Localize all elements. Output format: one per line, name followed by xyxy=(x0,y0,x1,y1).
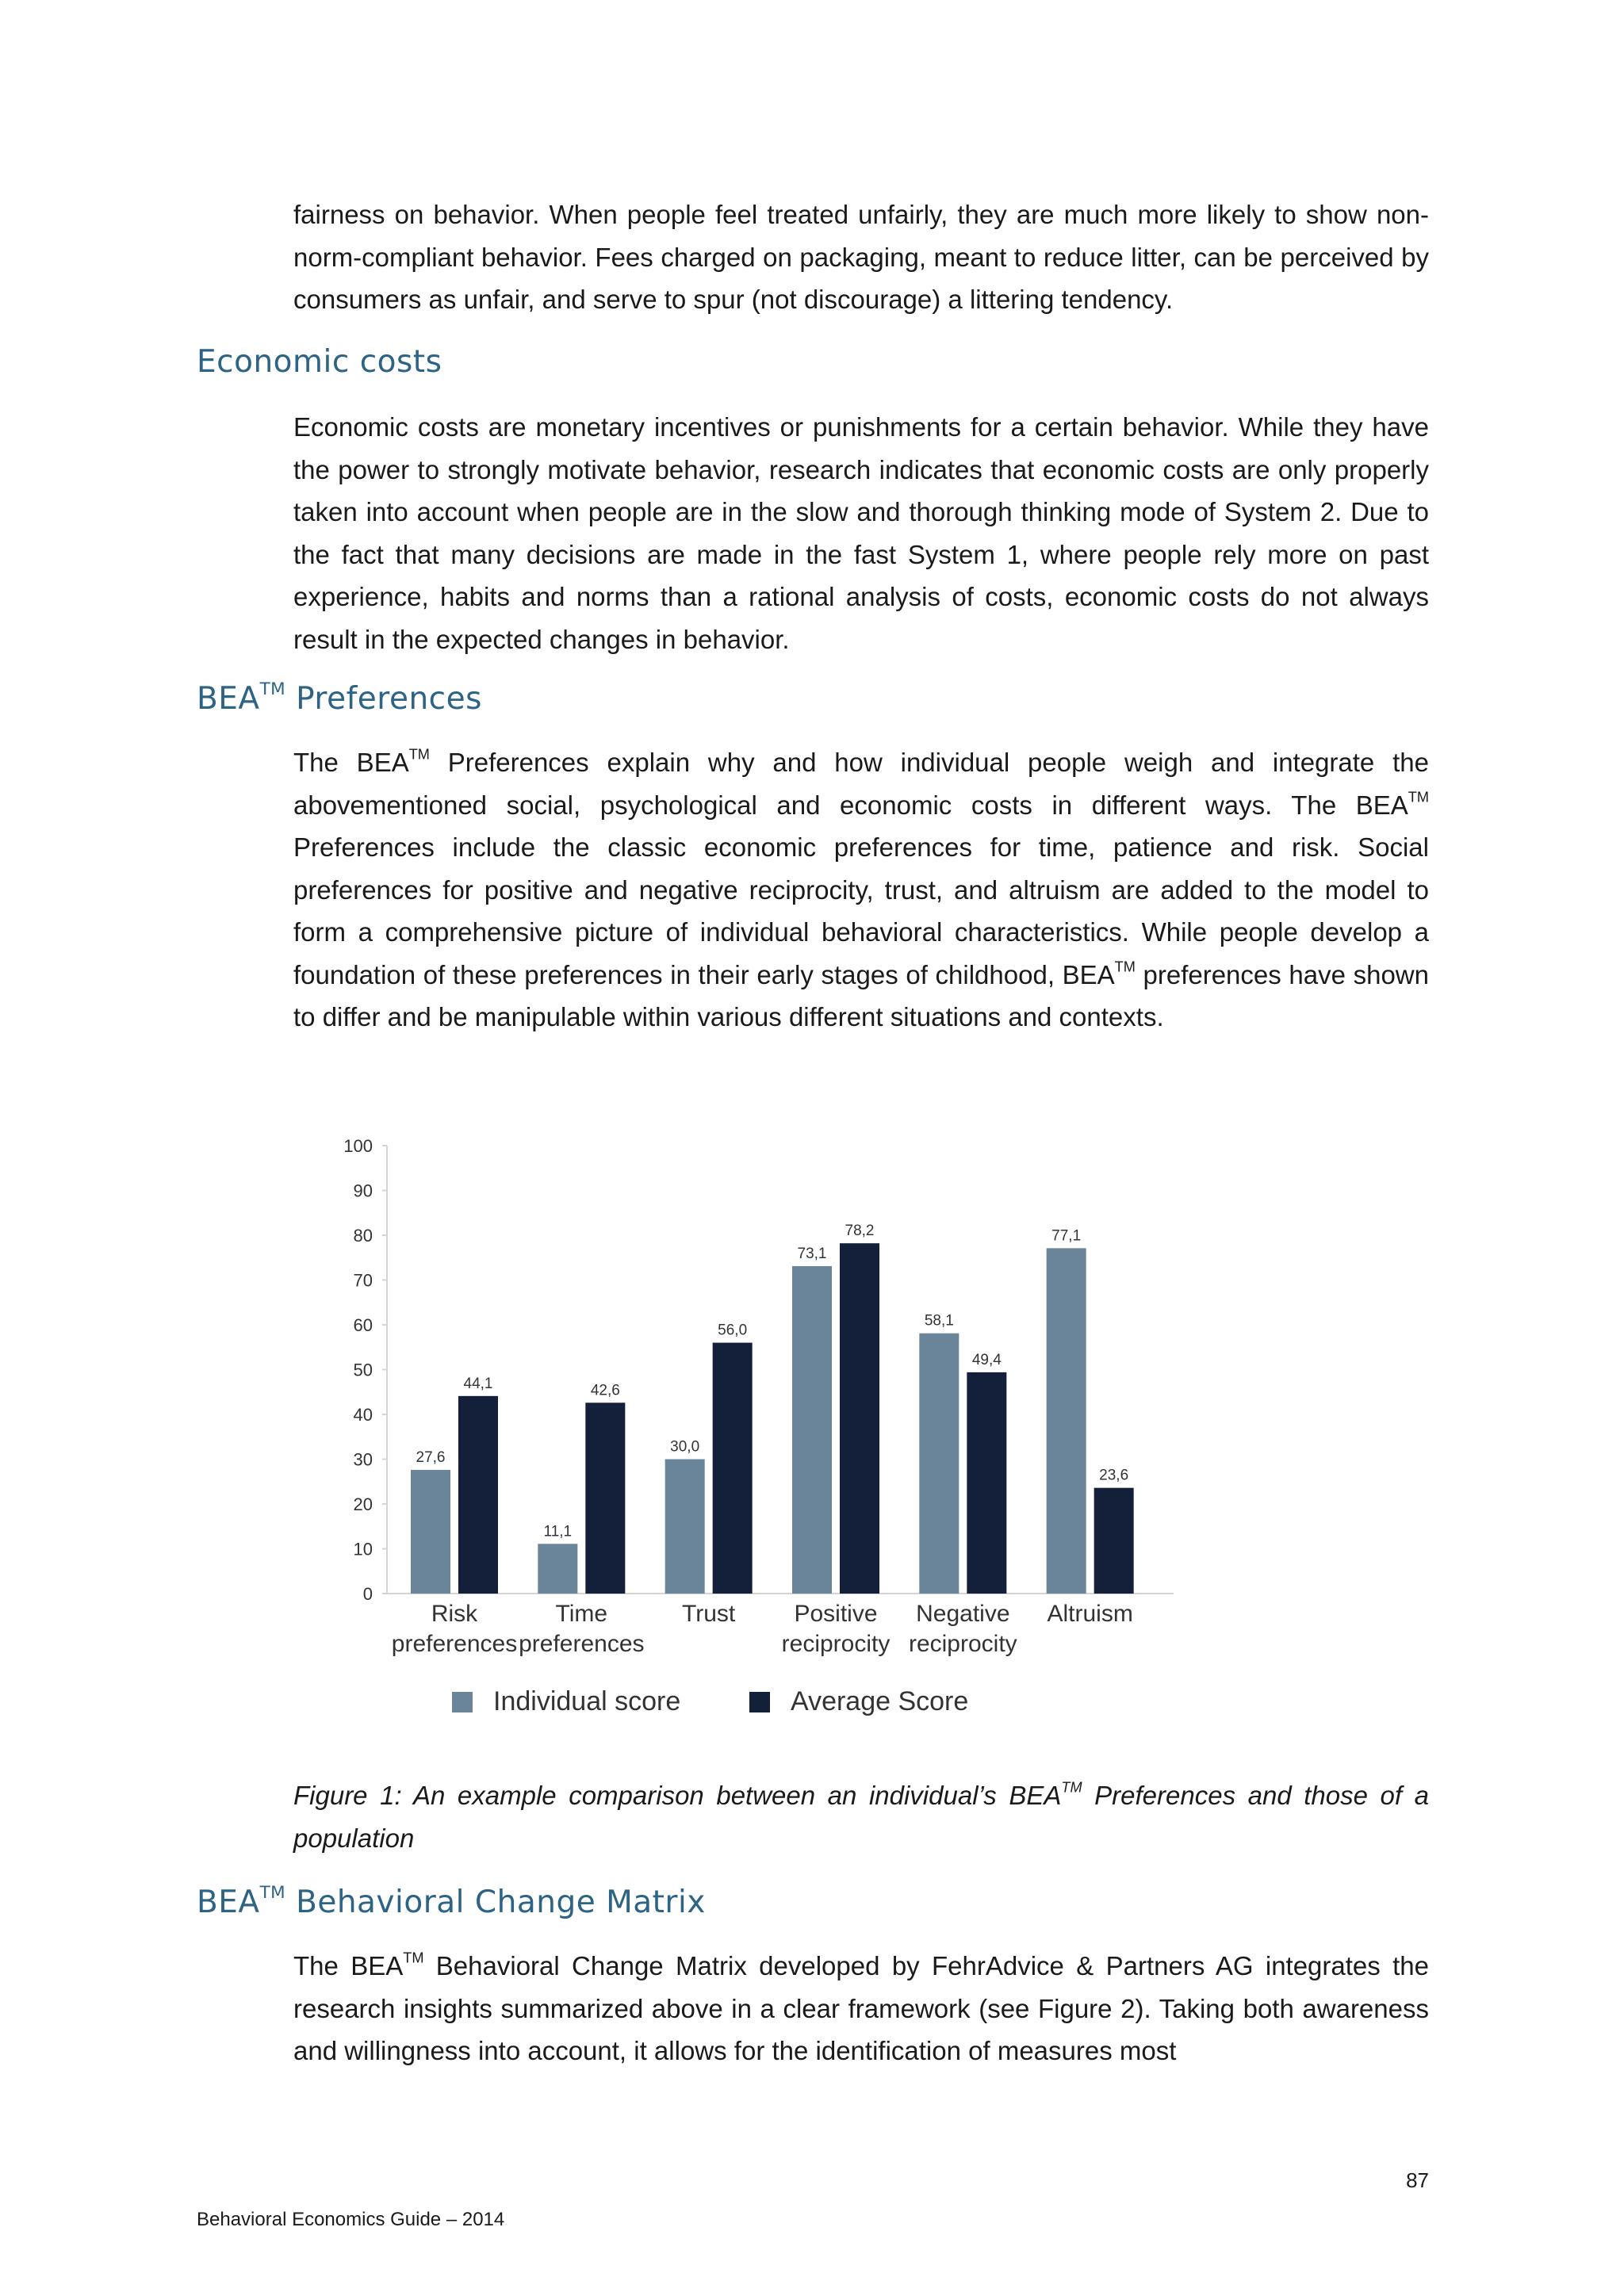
caption-text-1: Figure 1: An example comparison between an individual’s BEA xyxy=(293,1781,1062,1810)
bar-data-label: 77,1 xyxy=(1051,1227,1082,1245)
matrix-tm: TM xyxy=(403,1950,424,1966)
bar-data-label: 30,0 xyxy=(670,1438,700,1456)
bar-average xyxy=(840,1243,879,1594)
bar-data-label: 23,6 xyxy=(1099,1467,1129,1484)
caption-text-2: Preferences and those of a population xyxy=(293,1781,1429,1853)
preferences-text-1: The BEA xyxy=(293,748,409,777)
y-tick-label: 40 xyxy=(353,1405,373,1425)
bar-data-label: 44,1 xyxy=(463,1375,493,1392)
intro-paragraph: fairness on behavior. When people feel treated unfairly, they are much more likely to show non-norm-compliant behavior. Fees charged on packaging, meant to reduce litter, can be perceived by consumers as unfair, and serve to spur (not discourage) a littering tendency. xyxy=(293,200,1429,314)
category-label: Risk xyxy=(431,1601,478,1627)
y-tick-label: 90 xyxy=(353,1181,373,1201)
y-tick-label: 100 xyxy=(343,1136,373,1156)
bar-individual xyxy=(792,1266,832,1594)
matrix-text-1: The BEA xyxy=(293,1951,404,1980)
bar-average xyxy=(713,1343,753,1594)
bar-individual xyxy=(919,1334,959,1594)
category-label: Time xyxy=(555,1601,608,1627)
category-label: reciprocity xyxy=(781,1631,891,1657)
bar-average xyxy=(1094,1488,1134,1594)
y-tick-label: 10 xyxy=(353,1539,373,1559)
preferences-text-2: Preferences explain why and how individual people weigh and integrate the abovementioned social, psychological and economic costs in different ways. The BEA xyxy=(293,748,1429,820)
bar-data-label: 49,4 xyxy=(971,1351,1002,1368)
category-label: preferences xyxy=(519,1631,645,1657)
y-tick-label: 50 xyxy=(353,1360,373,1380)
bar-data-label: 11,1 xyxy=(543,1523,573,1540)
legend-label: Average Score xyxy=(791,1686,969,1716)
matrix-paragraph xyxy=(293,1945,1429,2072)
bar-data-label: 78,2 xyxy=(845,1223,875,1240)
preferences-text-3: Preferences include the classic economic preferences for time, patience and risk. Social preferences for positive and negative reciprocity, trust, and altruism are added to the model to form a comprehensive picture of individual behavioral characteristics. While people develop a foundation of these preferences in their early stages of childhood, BEA xyxy=(293,832,1429,989)
preferences-heading-prefix: BEA xyxy=(197,681,260,717)
bar-individual xyxy=(538,1544,577,1594)
category-label: preferences xyxy=(391,1631,518,1657)
bar-individual xyxy=(411,1470,450,1594)
legend-swatch xyxy=(749,1692,770,1712)
preferences-heading-tm: TM xyxy=(259,679,286,699)
page-number: 87 xyxy=(1406,2168,1429,2192)
matrix-heading-tm: TM xyxy=(259,1882,286,1903)
bar-average xyxy=(967,1372,1006,1594)
legend-label: Individual score xyxy=(493,1686,681,1716)
bar-data-label: 56,0 xyxy=(718,1322,748,1339)
matrix-heading xyxy=(197,1882,706,1920)
bar-data-label: 42,6 xyxy=(590,1382,620,1399)
bar-average xyxy=(585,1402,625,1594)
bar-data-label: 73,1 xyxy=(797,1245,827,1262)
y-tick-label: 20 xyxy=(353,1494,373,1514)
y-tick-label: 0 xyxy=(362,1584,373,1604)
caption-tm: TM xyxy=(1061,1779,1082,1796)
y-tick-label: 80 xyxy=(353,1226,373,1246)
y-tick-label: 60 xyxy=(353,1315,373,1335)
bar-data-label: 58,1 xyxy=(924,1312,954,1330)
chart-legend xyxy=(452,1686,968,1716)
category-label: reciprocity xyxy=(908,1631,1017,1657)
matrix-heading-prefix: BEA xyxy=(197,1885,260,1920)
category-label: Trust xyxy=(682,1601,736,1627)
bar-data-label: 27,6 xyxy=(416,1449,446,1467)
preferences-tm-2: TM xyxy=(1408,789,1429,806)
bar-individual xyxy=(1047,1248,1086,1594)
preferences-text-4: preferences have shown to differ and be manipulable within various different situations and contexts. xyxy=(293,959,1429,1031)
preferences-heading xyxy=(197,681,482,717)
y-tick-label: 70 xyxy=(353,1270,373,1291)
preferences-heading-suffix: Preferences xyxy=(285,681,482,717)
preferences-bar-chart xyxy=(317,1126,1205,1736)
economic-costs-paragraph: Economic costs are monetary incentives or punishments for a certain behavior. While they have the power to strongly motivate behavior, research indicates that economic costs are only properly taken into account when people are in the slow and thorough thinking mode of System 2. Due to the fact that many decisions are made in the fast System 1, where people rely more on past experience, habits and norms than a rational analysis of costs, economic costs do not always result in the expected changes in behavior. xyxy=(293,412,1429,654)
matrix-heading-suffix: Behavioral Change Matrix xyxy=(285,1885,706,1920)
bars xyxy=(411,1223,1134,1594)
legend-swatch xyxy=(452,1692,473,1712)
figure-caption xyxy=(293,1774,1429,1860)
y-tick-label: 30 xyxy=(353,1449,373,1470)
preferences-tm-1: TM xyxy=(408,746,430,763)
category-label: Positive xyxy=(794,1601,878,1627)
category-label: Negative xyxy=(916,1601,1010,1627)
footer-text: Behavioral Economics Guide – 2014 xyxy=(197,2209,505,2230)
economic-costs-heading: Economic costs xyxy=(197,344,442,380)
preferences-tm-3: TM xyxy=(1114,959,1136,975)
bar-average xyxy=(458,1396,498,1594)
bar-individual xyxy=(665,1460,705,1594)
category-label: Altruism xyxy=(1047,1601,1133,1627)
preferences-paragraph xyxy=(293,741,1429,1039)
x-axis-labels xyxy=(392,1601,1133,1657)
matrix-text-2: Behavioral Change Matrix developed by FehrAdvice & Partners AG integrates the research insights summarized above in a clear framework (see Figure 2). Taking both awareness and willingness into account, it allows for the identification of measures most xyxy=(293,1951,1429,2065)
